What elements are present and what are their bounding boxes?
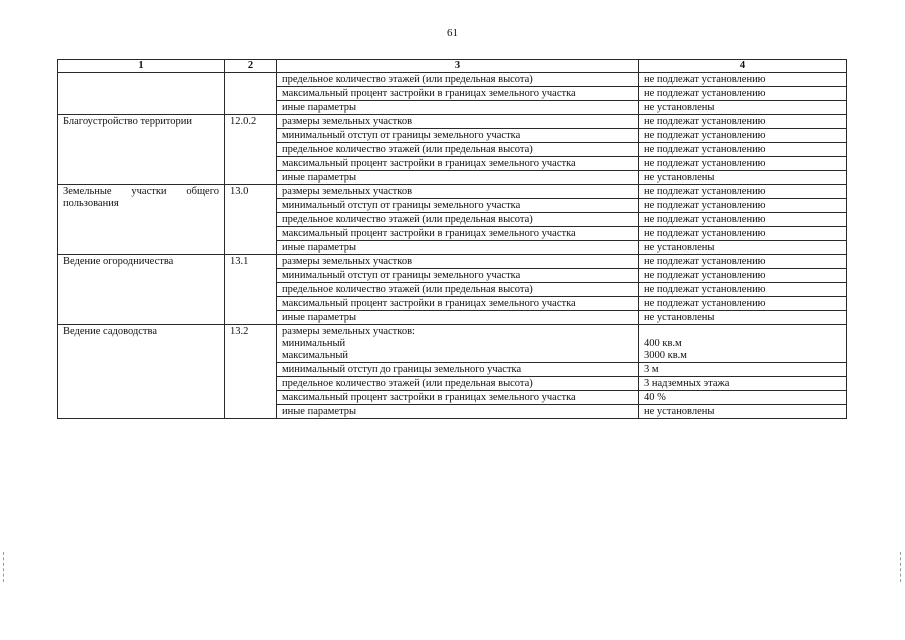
header-row (58, 60, 847, 73)
parameter-cell: минимальный отступ от границы земельного участка (277, 129, 639, 143)
parameter-cell: максимальный процент застройки в границах земельного участка (277, 87, 639, 101)
value-cell: не подлежат установлению (639, 73, 847, 87)
value-cell: 3 м (639, 363, 847, 377)
value-cell: не подлежат установлению (639, 129, 847, 143)
column-header-1: 1 (58, 60, 225, 73)
parameter-cell: предельное количество этажей (или предельная высота) (277, 213, 639, 227)
value-cell: не подлежат установлению (639, 87, 847, 101)
value-cell: не установлены (639, 311, 847, 325)
page-number: 61 (447, 27, 458, 39)
parameter-cell: предельное количество этажей (или предельная высота) (277, 143, 639, 157)
parameter-cell: размеры земельных участков (277, 185, 639, 199)
parameter-cell: размеры земельных участков (277, 255, 639, 269)
parameter-cell: максимальный процент застройки в границах земельного участка (277, 297, 639, 311)
parameter-cell: предельное количество этажей (или предельная высота) (277, 73, 639, 87)
parameter-cell: максимальный процент застройки в границах земельного участка (277, 157, 639, 171)
value-cell: не установлены (639, 405, 847, 419)
column-header-2: 2 (225, 60, 277, 73)
table-row (58, 255, 847, 269)
value-cell: 3 надземных этажа (639, 377, 847, 391)
code-cell (225, 73, 277, 115)
column-header-4: 4 (639, 60, 847, 73)
use-type-cell: Ведение садоводства (58, 325, 225, 419)
table-row (58, 325, 847, 363)
value-cell: не подлежат установлению (639, 199, 847, 213)
use-type-cell: Земельные участки общего пользования (58, 185, 225, 255)
value-cell: не подлежат установлению (639, 227, 847, 241)
parameter-cell: иные параметры (277, 241, 639, 255)
value-cell: не подлежат установлению (639, 297, 847, 311)
value-cell: не подлежат установлению (639, 283, 847, 297)
parameter-cell: иные параметры (277, 311, 639, 325)
value-cell (639, 325, 847, 363)
use-type-cell (58, 73, 225, 115)
value-cell: не установлены (639, 101, 847, 115)
value-cell: не подлежат установлению (639, 157, 847, 171)
parameter-line: максимальный (282, 350, 348, 361)
parameter-cell: максимальный процент застройки в границах земельного участка (277, 227, 639, 241)
use-type-cell: Ведение огородничества (58, 255, 225, 325)
code-cell: 13.1 (225, 255, 277, 325)
value-cell: не подлежат установлению (639, 213, 847, 227)
value-cell: не установлены (639, 241, 847, 255)
value-cell: не подлежат установлению (639, 143, 847, 157)
parameter-cell: минимальный отступ до границы земельного участка (277, 363, 639, 377)
parameter-cell: предельное количество этажей (или предельная высота) (277, 377, 639, 391)
value-cell: не подлежат установлению (639, 255, 847, 269)
parameter-cell: предельное количество этажей (или предельная высота) (277, 283, 639, 297)
parameter-cell: иные параметры (277, 101, 639, 115)
table-row (58, 115, 847, 129)
value-line: 400 кв.м (644, 338, 682, 349)
parameter-cell: иные параметры (277, 405, 639, 419)
table-row (58, 185, 847, 199)
value-cell: не подлежат установлению (639, 269, 847, 283)
parameter-line: размеры земельных участков: (282, 326, 415, 337)
parameter-cell: минимальный отступ от границы земельного участка (277, 269, 639, 283)
parameter-line: минимальный (282, 338, 346, 349)
value-line: 3000 кв.м (644, 350, 687, 361)
crop-mark-right (900, 552, 902, 582)
column-header-3: 3 (277, 60, 639, 73)
parameter-cell: максимальный процент застройки в границах земельного участка (277, 391, 639, 405)
code-cell: 12.0.2 (225, 115, 277, 185)
code-cell: 13.2 (225, 325, 277, 419)
parameter-cell (277, 325, 639, 363)
land-use-regulations-table (57, 59, 847, 419)
value-line (644, 326, 841, 338)
code-cell: 13.0 (225, 185, 277, 255)
parameter-cell: иные параметры (277, 171, 639, 185)
value-cell: не установлены (639, 171, 847, 185)
value-cell: не подлежат установлению (639, 115, 847, 129)
value-cell: не подлежат установлению (639, 185, 847, 199)
parameter-cell: размеры земельных участков (277, 115, 639, 129)
table-row (58, 73, 847, 87)
use-type-cell: Благоустройство территории (58, 115, 225, 185)
value-cell: 40 % (639, 391, 847, 405)
crop-mark-left (3, 552, 5, 582)
parameter-cell: минимальный отступ от границы земельного участка (277, 199, 639, 213)
